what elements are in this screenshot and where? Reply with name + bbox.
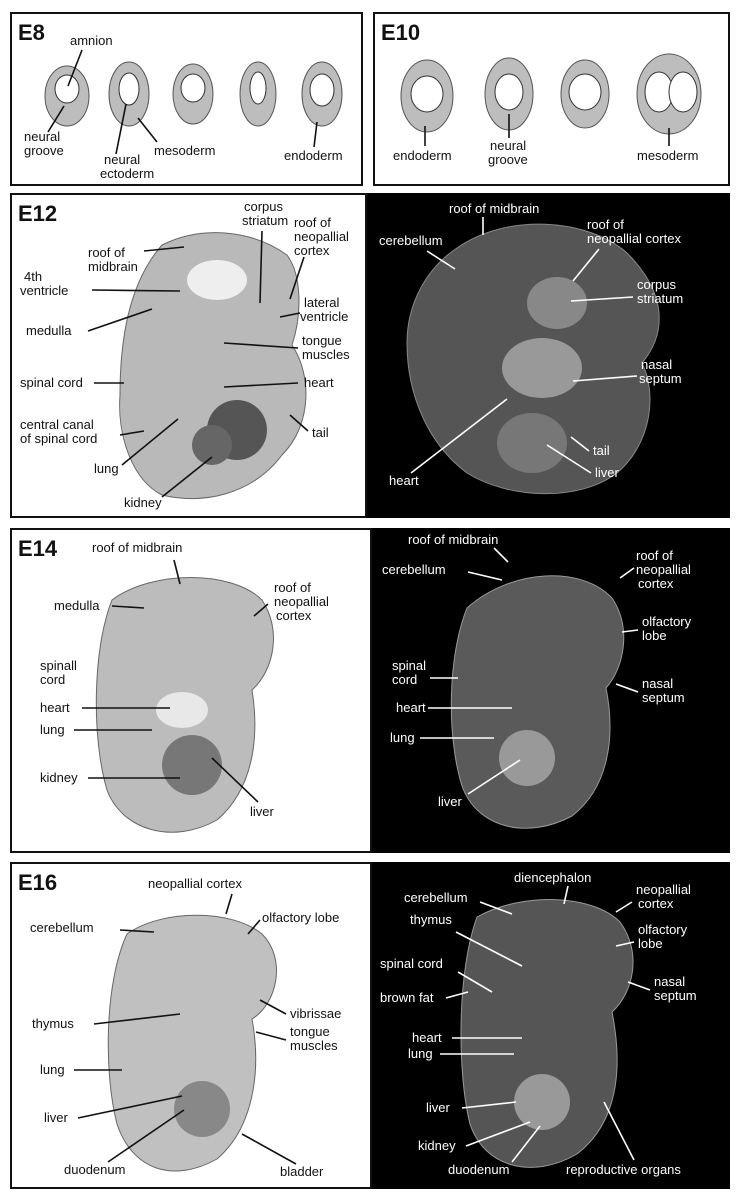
e14-right-figure: [372, 528, 730, 853]
label-reproductive-organs: reproductive organs: [566, 1162, 681, 1177]
label-liver: liver: [44, 1110, 68, 1125]
label-liver: liver: [426, 1100, 450, 1115]
label-olfactory: olfactory: [638, 922, 688, 937]
stage-title-e12: E12: [18, 201, 58, 226]
label-neopallial: neopallial: [636, 882, 691, 897]
label-midbrain: midbrain: [88, 259, 138, 274]
label-spinall: spinall: [40, 658, 77, 673]
stage-title-e16: E16: [18, 870, 58, 895]
arrow-mesoderm: [138, 118, 157, 142]
label-septum: septum: [639, 371, 682, 386]
label-nasal: nasal: [641, 357, 673, 372]
label-heart: heart: [389, 473, 419, 488]
label-neopallial: neopallial: [274, 594, 329, 609]
label-lung: lung: [40, 1062, 65, 1077]
label-bladder: bladder: [280, 1164, 324, 1179]
label-heart: heart: [412, 1030, 442, 1045]
label-cerebellum: cerebellum: [404, 890, 468, 905]
stage-title-e10: E10: [381, 20, 421, 45]
label-cortex: cortex: [638, 896, 674, 911]
label-vibrissae: vibrissae: [290, 1006, 342, 1021]
panel-e8: [10, 12, 363, 186]
label-liver: liver: [250, 804, 274, 819]
e10-figure: [375, 14, 730, 186]
label-neopallial: neopallial: [636, 562, 691, 577]
panel-e12-right: [367, 193, 730, 518]
panel-e14-right: [372, 528, 730, 853]
label-septum: septum: [642, 690, 685, 705]
label-neopallial-cortex: neopallial cortex: [148, 876, 242, 891]
label-tail: tail: [593, 443, 610, 458]
label-tail: tail: [312, 425, 329, 440]
label-cerebellum: cerebellum: [30, 920, 94, 935]
label-liver: liver: [438, 794, 462, 809]
label-4th: 4th: [24, 269, 43, 284]
label-endoderm: endoderm: [393, 148, 452, 163]
label-thymus: thymus: [410, 912, 452, 927]
label-lung: lung: [40, 722, 65, 737]
label-roof-of-midbrain: roof of midbrain: [408, 532, 499, 547]
label-neopallial-cortex: neopallial cortex: [587, 231, 681, 246]
label-corpus: corpus: [244, 199, 284, 214]
e12-left-figure: [12, 195, 367, 518]
label-roof-of-midbrain: roof of midbrain: [92, 540, 183, 555]
label-cortex: cortex: [294, 243, 330, 258]
label-roof-of: roof of: [636, 548, 673, 563]
label-medulla: medulla: [54, 598, 100, 613]
label-cord: cord: [40, 672, 66, 687]
label-cortex: cortex: [276, 608, 312, 623]
label-of-spinal-cord: of spinal cord: [20, 431, 98, 446]
label-ectoderm: ectoderm: [100, 166, 155, 181]
label-mesoderm: mesoderm: [154, 143, 216, 158]
panel-e16-left: [10, 862, 372, 1189]
label-cord: cord: [392, 672, 418, 687]
label-heart: heart: [396, 700, 426, 715]
label-liver: liver: [595, 465, 619, 480]
label-roof-of: roof of: [88, 245, 125, 260]
label-striatum: striatum: [242, 213, 289, 228]
label-amnion: amnion: [70, 33, 113, 48]
label-muscles: muscles: [290, 1038, 338, 1053]
label-duodenum: duodenum: [64, 1162, 126, 1177]
e14-left-figure: [12, 530, 372, 853]
label-duodenum: duodenum: [448, 1162, 510, 1177]
label-neopallial: neopallial: [294, 229, 349, 244]
label-groove: groove: [488, 152, 528, 167]
panel-e14-left: [10, 528, 372, 853]
label-muscles: muscles: [302, 347, 350, 362]
label-ventricle: ventricle: [20, 283, 69, 298]
arrow-endoderm: [314, 122, 317, 147]
label-neural: neural: [490, 138, 527, 153]
label-nasal: nasal: [642, 676, 674, 691]
label-kidney: kidney: [124, 495, 162, 510]
panel-e12-left: [10, 193, 367, 518]
label-mesoderm: mesoderm: [637, 148, 699, 163]
e8-figure: [12, 14, 363, 186]
e12-right-figure: [367, 193, 730, 518]
label-lung: lung: [94, 461, 119, 476]
label-roof-of-midbrain: roof of midbrain: [449, 201, 540, 216]
label-olfactory-lobe: olfactory lobe: [262, 910, 340, 925]
label-ventricle-2: ventricle: [300, 309, 349, 324]
label-cerebellum: cerebellum: [379, 233, 443, 248]
label-neural-2: neural: [104, 152, 141, 167]
label-lateral: lateral: [304, 295, 340, 310]
label-roof-of-2: roof of: [294, 215, 331, 230]
label-kidney: kidney: [40, 770, 78, 785]
label-brown-fat: brown fat: [380, 990, 434, 1005]
label-groove: groove: [24, 143, 64, 158]
label-olfactory: olfactory: [642, 614, 692, 629]
e16-left-figure: [12, 864, 372, 1189]
label-corpus: corpus: [637, 277, 677, 292]
label-nasal: nasal: [654, 974, 686, 989]
stage-title-e14: E14: [18, 536, 58, 561]
panel-e10: [373, 12, 730, 186]
label-spinal: spinal: [392, 658, 426, 673]
label-lobe: lobe: [638, 936, 663, 951]
label-lung: lung: [408, 1046, 433, 1061]
label-striatum: striatum: [637, 291, 684, 306]
label-diencephalon: diencephalon: [514, 870, 592, 885]
label-central-canal: central canal: [20, 417, 94, 432]
label-roof-of: roof of: [587, 217, 624, 232]
label-cerebellum: cerebellum: [382, 562, 446, 577]
label-medulla: medulla: [26, 323, 72, 338]
stage-title-e8: E8: [18, 20, 45, 45]
label-spinal-cord: spinal cord: [20, 375, 83, 390]
label-heart: heart: [304, 375, 334, 390]
label-septum: septum: [654, 988, 697, 1003]
label-thymus: thymus: [32, 1016, 74, 1031]
panel-e16-right: [372, 862, 730, 1189]
label-tongue: tongue: [302, 333, 342, 348]
label-lung: lung: [390, 730, 415, 745]
label-neural: neural: [24, 129, 61, 144]
label-lobe: lobe: [642, 628, 667, 643]
label-roof-of: roof of: [274, 580, 311, 595]
label-endoderm: endoderm: [284, 148, 343, 163]
label-kidney: kidney: [418, 1138, 456, 1153]
label-cortex: cortex: [638, 576, 674, 591]
e16-right-figure: [372, 862, 730, 1189]
label-spinal-cord: spinal cord: [380, 956, 443, 971]
label-heart: heart: [40, 700, 70, 715]
label-tongue: tongue: [290, 1024, 330, 1039]
